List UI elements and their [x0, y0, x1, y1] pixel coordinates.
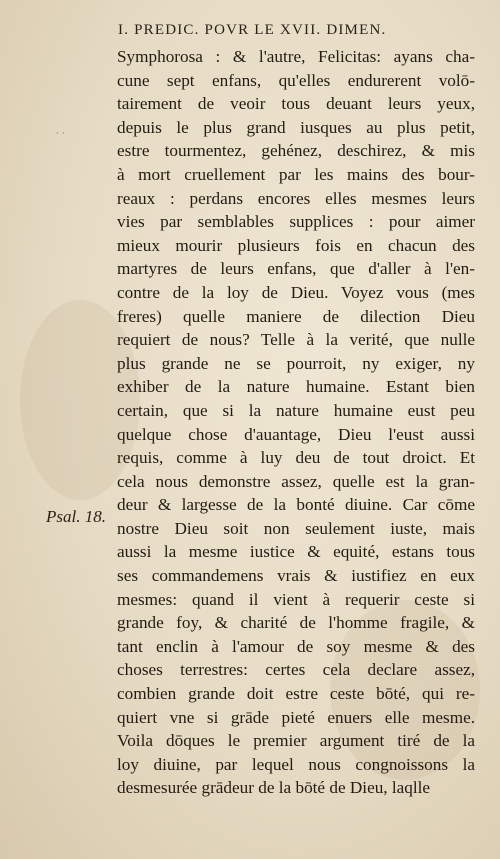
text-line: exhiber de la nature humaine. Estant bien [117, 377, 475, 397]
margin-reference: Psal. 18. [46, 507, 106, 526]
text-line: loy diuine, par lequel nous congnoissons la [117, 754, 475, 774]
text-line: choses terrestres: certes cela declare assez, [117, 660, 475, 680]
text-line: deur & largesse de la bonté diuine. Car cōme [117, 495, 475, 515]
text-line: plus grande ne se pourroit, ny exiger, ny [117, 353, 475, 373]
text-line: vies par semblables supplices : pour aimer [117, 212, 475, 232]
text-line: martyres de leurs enfans, que d'aller à l'en- [117, 259, 475, 279]
text-line: quelque chose d'auantage, Dieu l'eust aussi [117, 424, 475, 444]
text-line: tairement de veoir tous deuant leurs yeux, [117, 94, 475, 114]
body-text [117, 45, 475, 800]
text-line: cune sept enfans, qu'elles endurerent volō- [117, 70, 475, 90]
text-line: nostre Dieu soit non seulement iuste, mais [117, 518, 475, 538]
text-line: certain, que si la nature humaine eust peu [117, 400, 475, 420]
text-line: mesmes: quand il vient à requerir ceste si [117, 589, 475, 609]
text-line: grande foy, & charité de l'homme fragile, & [117, 613, 475, 633]
text-line: freres) quelle maniere de dilection Dieu [117, 306, 475, 326]
text-line: requiert de nous? Telle à la verité, que nulle [117, 330, 475, 350]
text-line: combien grande doit estre ceste bōté, qui re- [117, 684, 475, 704]
text-line: estre tourmentez, gehénez, deschirez, & mis [117, 141, 475, 161]
text-line: Symphorosa : & l'autre, Felicitas: ayans cha- [117, 47, 475, 66]
text-line: ses commandemens vrais & iustifiez en eux [117, 566, 475, 586]
text-line: reaux : perdans encores elles mesmes leurs [117, 188, 475, 208]
text-line: contre de la loy de Dieu. Voyez vous (mes [117, 282, 475, 302]
text-line: desmesurée grādeur de la bōté de Dieu, laqlle [117, 778, 431, 798]
running-header: I. PREDIC. POVR LE XVII. DIMEN. [118, 22, 387, 38]
text-line: mieux mourir plusieurs fois en chacun des [117, 235, 475, 255]
text-line: Voila dōques le premier argument tiré de la [117, 731, 475, 751]
text-line: à mort cruellement par les mains des bour- [117, 164, 475, 184]
text-line: aussi la mesme iustice & equité, estans tous [117, 542, 475, 562]
text-line: cela nous demonstre assez, quelle est la gran- [117, 471, 475, 491]
text-line: depuis le plus grand iusques au plus petit, [117, 117, 475, 137]
text-line: tant enclin à l'amour de soy mesme & des [117, 636, 475, 656]
margin-marks: · · [56, 129, 65, 139]
text-line: requis, comme à luy deu de tout droict. Et [117, 448, 475, 468]
text-line: quiert vne si grāde pieté enuers elle mesme. [117, 707, 475, 727]
